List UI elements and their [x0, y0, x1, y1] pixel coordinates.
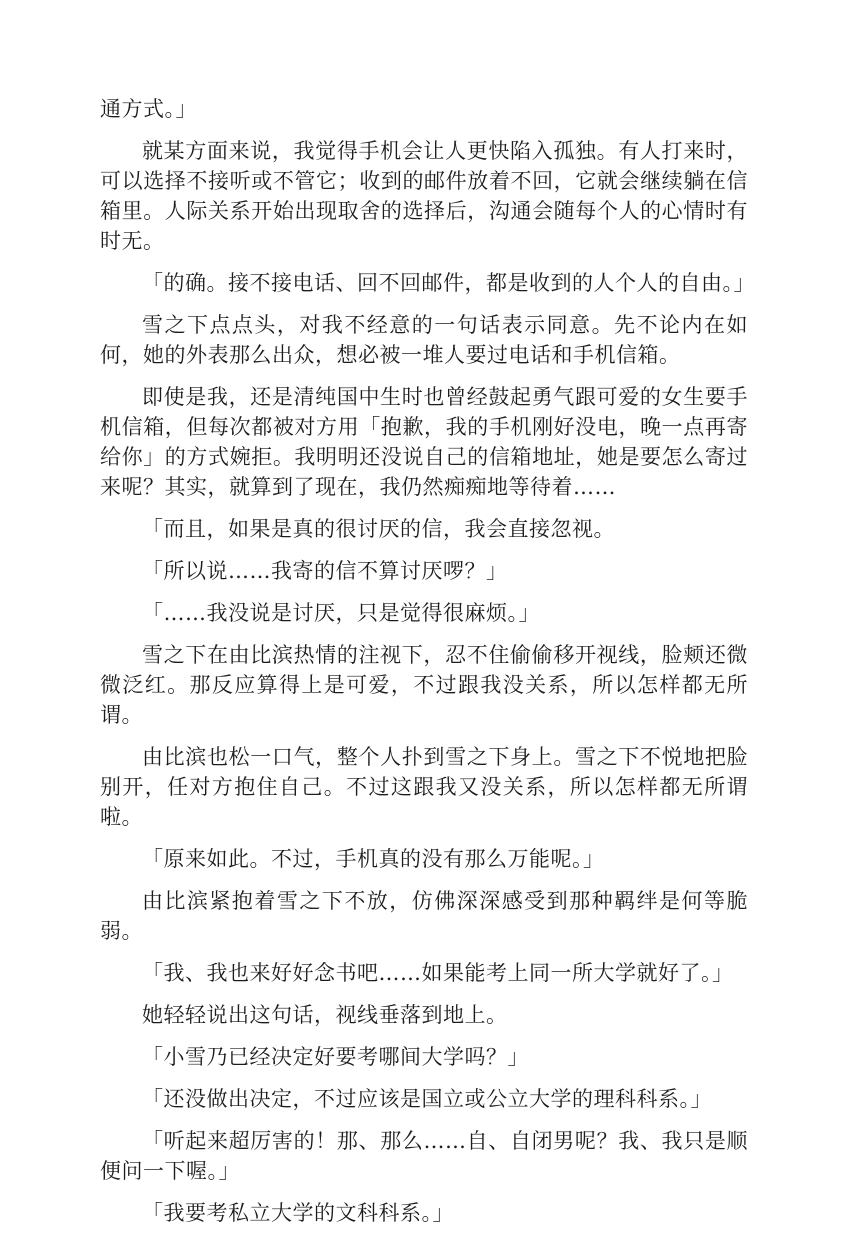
paragraph: 「……我没说是讨厌，只是觉得很麻烦。」: [142, 601, 540, 625]
paragraph: 「原来如此。不过，手机真的没有那么万能呢。」: [142, 847, 605, 871]
paragraph: 「听起来超厉害的！那、那么……自、自闭男呢？我、我只是顺便问一下喔。」: [100, 1129, 748, 1183]
paragraph: 「而且，如果是真的很讨厌的信，我会直接忽视。: [142, 517, 615, 541]
paragraph: 她轻轻说出这句话，视线垂落到地上。: [142, 1003, 508, 1027]
paragraph: 由比滨也松一口气，整个人扑到雪之下身上。雪之下不悦地把脸别开，任对方抱住自己。不过这跟我又没关系，所以怎样都无所谓啦。: [100, 745, 748, 829]
paragraph: 由比滨紧抱着雪之下不放，仿佛深深感受到那种羁绊是何等脆弱。: [100, 889, 748, 943]
paragraph: 「还没做出决定，不过应该是国立或公立大学的理科科系。」: [142, 1087, 712, 1111]
paragraph: 就某方面来说，我觉得手机会让人更快陷入孤独。有人打来时，可以选择不接听或不管它；收到的邮件放着不回，它就会继续躺在信箱里。人际关系开始出现取舍的选择后，沟通会随每个人的心情时有时无。: [100, 139, 748, 253]
paragraph: 雪之下在由比滨热情的注视下，忍不住偷偷移开视线，脸颊还微微泛红。那反应算得上是可爱，不过跟我没关系，所以怎样都无所谓。: [100, 643, 748, 727]
paragraph: 「我、我也来好好念书吧……如果能考上同一所大学就好了。」: [142, 961, 734, 985]
paragraph: 「的确。接不接电话、回不回邮件，都是收到的人个人的自由。」: [142, 271, 755, 295]
paragraph: 「所以说……我寄的信不算讨厌啰？」: [142, 559, 508, 583]
paragraph: 即使是我，还是清纯国中生时也曾经鼓起勇气跟可爱的女生要手机信箱，但每次都被对方用「抱歉，我的手机刚好没电，晚一点再寄给你」的方式婉拒。我明明还没说自己的信箱地址，她是要怎么寄过来呢？其实，就算到了现在，我仍然痴痴地等待着……: [100, 385, 748, 499]
document-body: [100, 94, 755, 1240]
paragraph: 雪之下点点头，对我不经意的一句话表示同意。先不论内在如何，她的外表那么出众，想必被一堆人要过电话和手机信箱。: [100, 313, 748, 367]
paragraph: 通方式。」: [100, 97, 197, 121]
paragraph: 「小雪乃已经决定好要考哪间大学吗？」: [142, 1045, 529, 1069]
paragraph: 「我要考私立大学的文科科系。」: [142, 1201, 454, 1225]
